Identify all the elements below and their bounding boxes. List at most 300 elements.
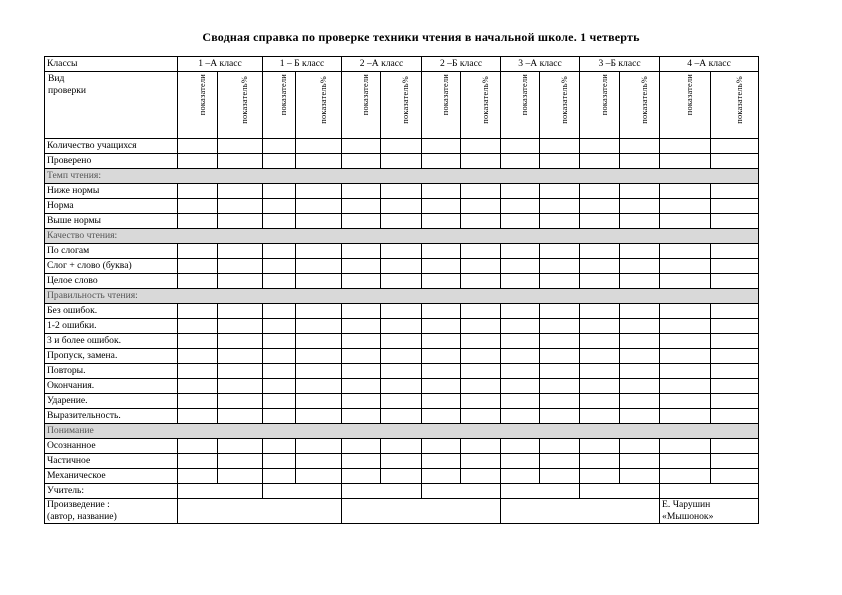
- value-cell[interactable]: [218, 274, 263, 289]
- value-cell[interactable]: [711, 349, 759, 364]
- value-cell[interactable]: [381, 409, 422, 424]
- value-cell[interactable]: [620, 214, 660, 229]
- value-cell[interactable]: [501, 139, 540, 154]
- value-cell[interactable]: [501, 214, 540, 229]
- value-cell[interactable]: [540, 304, 580, 319]
- value-cell[interactable]: [178, 379, 218, 394]
- value-cell[interactable]: [580, 184, 620, 199]
- value-cell[interactable]: [422, 439, 461, 454]
- value-cell[interactable]: [620, 154, 660, 169]
- value-cell[interactable]: [381, 454, 422, 469]
- value-cell[interactable]: [461, 334, 501, 349]
- value-cell[interactable]: [711, 394, 759, 409]
- value-cell[interactable]: [422, 184, 461, 199]
- value-cell[interactable]: [461, 274, 501, 289]
- teacher-cell[interactable]: [501, 484, 580, 499]
- value-cell[interactable]: [461, 349, 501, 364]
- value-cell[interactable]: [218, 154, 263, 169]
- value-cell[interactable]: [660, 214, 711, 229]
- value-cell[interactable]: [711, 304, 759, 319]
- value-cell[interactable]: [501, 184, 540, 199]
- value-cell[interactable]: [711, 379, 759, 394]
- value-cell[interactable]: [422, 214, 461, 229]
- value-cell[interactable]: [461, 259, 501, 274]
- value-cell[interactable]: [540, 379, 580, 394]
- value-cell[interactable]: [422, 364, 461, 379]
- work-row: [45, 499, 759, 524]
- value-cell[interactable]: [178, 259, 218, 274]
- value-cell[interactable]: [540, 214, 580, 229]
- value-cell[interactable]: [461, 439, 501, 454]
- value-cell[interactable]: [580, 349, 620, 364]
- value-cell[interactable]: [422, 394, 461, 409]
- value-cell[interactable]: [620, 259, 660, 274]
- value-cell[interactable]: [501, 409, 540, 424]
- work-label-line1: Произведение :: [47, 499, 110, 510]
- value-cell[interactable]: [620, 319, 660, 334]
- data-row: [45, 454, 759, 469]
- value-cell[interactable]: [218, 364, 263, 379]
- value-cell[interactable]: [381, 199, 422, 214]
- value-cell[interactable]: [620, 244, 660, 259]
- value-cell[interactable]: [540, 349, 580, 364]
- value-cell[interactable]: [422, 154, 461, 169]
- value-cell[interactable]: [620, 334, 660, 349]
- value-cell[interactable]: [296, 154, 342, 169]
- value-cell[interactable]: [660, 409, 711, 424]
- value-cell[interactable]: [342, 184, 381, 199]
- value-cell[interactable]: [501, 439, 540, 454]
- value-cell[interactable]: [660, 364, 711, 379]
- value-cell[interactable]: [342, 394, 381, 409]
- value-cell[interactable]: [263, 274, 296, 289]
- value-cell[interactable]: [501, 244, 540, 259]
- row-label: Частичное: [45, 454, 178, 469]
- value-cell[interactable]: [381, 214, 422, 229]
- value-cell[interactable]: [711, 139, 759, 154]
- value-cell[interactable]: [711, 184, 759, 199]
- value-cell[interactable]: [620, 199, 660, 214]
- value-cell[interactable]: [660, 274, 711, 289]
- value-cell[interactable]: [218, 409, 263, 424]
- value-cell[interactable]: [540, 154, 580, 169]
- value-cell[interactable]: [660, 244, 711, 259]
- value-cell[interactable]: [461, 319, 501, 334]
- row-label: Выше нормы: [45, 214, 178, 229]
- work-cell-grade1[interactable]: [178, 499, 342, 524]
- value-cell[interactable]: [381, 154, 422, 169]
- value-cell[interactable]: [660, 394, 711, 409]
- value-cell[interactable]: [501, 394, 540, 409]
- value-cell[interactable]: [263, 214, 296, 229]
- value-cell[interactable]: [660, 349, 711, 364]
- value-cell[interactable]: [461, 244, 501, 259]
- value-cell[interactable]: [178, 199, 218, 214]
- value-cell[interactable]: [540, 334, 580, 349]
- value-cell[interactable]: [461, 454, 501, 469]
- value-cell[interactable]: [342, 364, 381, 379]
- value-cell[interactable]: [263, 244, 296, 259]
- section-row: [45, 229, 759, 244]
- subcolumn-header: [263, 72, 296, 139]
- value-cell[interactable]: [218, 319, 263, 334]
- value-cell[interactable]: [660, 259, 711, 274]
- value-cell[interactable]: [540, 244, 580, 259]
- value-cell[interactable]: [296, 469, 342, 484]
- value-cell[interactable]: [263, 199, 296, 214]
- value-cell[interactable]: [381, 259, 422, 274]
- value-cell[interactable]: [501, 274, 540, 289]
- value-cell[interactable]: [580, 244, 620, 259]
- value-cell[interactable]: [580, 469, 620, 484]
- value-cell[interactable]: [381, 349, 422, 364]
- value-cell[interactable]: [218, 214, 263, 229]
- value-cell[interactable]: [178, 139, 218, 154]
- value-cell[interactable]: [580, 259, 620, 274]
- row-label: Пропуск, замена.: [45, 349, 178, 364]
- value-cell[interactable]: [540, 319, 580, 334]
- value-cell[interactable]: [296, 364, 342, 379]
- value-cell[interactable]: [711, 334, 759, 349]
- value-cell[interactable]: [660, 379, 711, 394]
- value-cell[interactable]: [422, 244, 461, 259]
- value-cell[interactable]: [461, 379, 501, 394]
- value-cell[interactable]: [580, 139, 620, 154]
- value-cell[interactable]: [178, 349, 218, 364]
- teacher-cell[interactable]: [580, 484, 660, 499]
- value-cell[interactable]: [580, 439, 620, 454]
- value-cell[interactable]: [461, 304, 501, 319]
- value-cell[interactable]: [263, 154, 296, 169]
- value-cell[interactable]: [422, 139, 461, 154]
- value-cell[interactable]: [296, 334, 342, 349]
- value-cell[interactable]: [178, 244, 218, 259]
- value-cell[interactable]: [660, 319, 711, 334]
- value-cell[interactable]: [501, 304, 540, 319]
- value-cell[interactable]: [540, 259, 580, 274]
- value-cell[interactable]: [711, 244, 759, 259]
- value-cell[interactable]: [296, 304, 342, 319]
- value-cell[interactable]: [178, 454, 218, 469]
- value-cell[interactable]: [422, 199, 461, 214]
- value-cell[interactable]: [263, 409, 296, 424]
- value-cell[interactable]: [620, 184, 660, 199]
- value-cell[interactable]: [422, 469, 461, 484]
- value-cell[interactable]: [178, 154, 218, 169]
- value-cell[interactable]: [178, 319, 218, 334]
- value-cell[interactable]: [660, 139, 711, 154]
- value-cell[interactable]: [711, 199, 759, 214]
- value-cell[interactable]: [620, 349, 660, 364]
- value-cell[interactable]: [660, 199, 711, 214]
- value-cell[interactable]: [263, 334, 296, 349]
- work-cell-grade2[interactable]: [342, 499, 501, 524]
- value-cell[interactable]: [178, 409, 218, 424]
- teacher-cell[interactable]: [660, 484, 759, 499]
- value-cell[interactable]: [381, 184, 422, 199]
- value-cell[interactable]: [461, 469, 501, 484]
- value-cell[interactable]: [580, 199, 620, 214]
- value-cell[interactable]: [178, 304, 218, 319]
- value-cell[interactable]: [580, 394, 620, 409]
- value-cell[interactable]: [580, 409, 620, 424]
- value-cell[interactable]: [711, 439, 759, 454]
- value-cell[interactable]: [501, 154, 540, 169]
- value-cell[interactable]: [660, 439, 711, 454]
- value-cell[interactable]: [178, 439, 218, 454]
- value-cell[interactable]: [461, 364, 501, 379]
- value-cell[interactable]: [501, 334, 540, 349]
- value-cell[interactable]: [381, 334, 422, 349]
- teacher-cell[interactable]: [422, 484, 501, 499]
- value-cell[interactable]: [540, 469, 580, 484]
- value-cell[interactable]: [501, 259, 540, 274]
- value-cell[interactable]: [342, 154, 381, 169]
- value-cell[interactable]: [263, 139, 296, 154]
- value-cell[interactable]: [540, 139, 580, 154]
- value-cell[interactable]: [620, 139, 660, 154]
- value-cell[interactable]: [342, 409, 381, 424]
- value-cell[interactable]: [381, 304, 422, 319]
- value-cell[interactable]: [296, 274, 342, 289]
- teacher-cell[interactable]: [178, 484, 263, 499]
- value-cell[interactable]: [218, 469, 263, 484]
- class-column-header: 4 –А класс: [660, 57, 759, 72]
- value-cell[interactable]: [342, 379, 381, 394]
- value-cell[interactable]: [461, 199, 501, 214]
- value-cell[interactable]: [263, 304, 296, 319]
- value-cell[interactable]: [342, 139, 381, 154]
- value-cell[interactable]: [540, 274, 580, 289]
- value-cell[interactable]: [342, 349, 381, 364]
- value-cell[interactable]: [296, 214, 342, 229]
- value-cell[interactable]: [422, 454, 461, 469]
- value-cell[interactable]: [711, 409, 759, 424]
- value-cell[interactable]: [381, 244, 422, 259]
- value-cell[interactable]: [218, 244, 263, 259]
- value-cell[interactable]: [580, 364, 620, 379]
- value-cell[interactable]: [263, 184, 296, 199]
- value-cell[interactable]: [218, 454, 263, 469]
- work-cell-grade3[interactable]: [501, 499, 660, 524]
- value-cell[interactable]: [296, 244, 342, 259]
- value-cell[interactable]: [620, 379, 660, 394]
- value-cell[interactable]: [580, 379, 620, 394]
- value-cell[interactable]: [342, 469, 381, 484]
- subcolumn-label-percent: показатель%: [240, 76, 249, 124]
- value-cell[interactable]: [660, 304, 711, 319]
- value-cell[interactable]: [620, 364, 660, 379]
- value-cell[interactable]: [711, 469, 759, 484]
- value-cell[interactable]: [381, 364, 422, 379]
- row-label: Слог + слово (буква): [45, 259, 178, 274]
- value-cell[interactable]: [218, 199, 263, 214]
- value-cell[interactable]: [711, 454, 759, 469]
- value-cell[interactable]: [218, 184, 263, 199]
- value-cell[interactable]: [296, 439, 342, 454]
- teacher-cell[interactable]: [263, 484, 342, 499]
- value-cell[interactable]: [381, 439, 422, 454]
- value-cell[interactable]: [422, 334, 461, 349]
- value-cell[interactable]: [178, 214, 218, 229]
- value-cell[interactable]: [381, 379, 422, 394]
- value-cell[interactable]: [342, 454, 381, 469]
- value-cell[interactable]: [461, 409, 501, 424]
- value-cell[interactable]: [263, 394, 296, 409]
- class-column-header: 2 –А класс: [342, 57, 422, 72]
- value-cell[interactable]: [620, 469, 660, 484]
- value-cell[interactable]: [501, 469, 540, 484]
- value-cell[interactable]: [540, 199, 580, 214]
- value-cell[interactable]: [660, 469, 711, 484]
- value-cell[interactable]: [461, 184, 501, 199]
- value-cell[interactable]: [296, 199, 342, 214]
- value-cell[interactable]: [461, 154, 501, 169]
- value-cell[interactable]: [296, 454, 342, 469]
- value-cell[interactable]: [461, 394, 501, 409]
- value-cell[interactable]: [342, 214, 381, 229]
- value-cell[interactable]: [381, 274, 422, 289]
- value-cell[interactable]: [178, 469, 218, 484]
- value-cell[interactable]: [296, 319, 342, 334]
- value-cell[interactable]: [218, 394, 263, 409]
- value-cell[interactable]: [422, 349, 461, 364]
- value-cell[interactable]: [660, 154, 711, 169]
- value-cell[interactable]: [501, 199, 540, 214]
- value-cell[interactable]: [540, 184, 580, 199]
- value-cell[interactable]: [296, 349, 342, 364]
- value-cell[interactable]: [620, 304, 660, 319]
- value-cell[interactable]: [540, 439, 580, 454]
- value-cell[interactable]: [381, 469, 422, 484]
- class-column-header: 3 –А класс: [501, 57, 580, 72]
- value-cell[interactable]: [540, 394, 580, 409]
- value-cell[interactable]: [218, 379, 263, 394]
- value-cell[interactable]: [178, 274, 218, 289]
- value-cell[interactable]: [501, 349, 540, 364]
- value-cell[interactable]: [711, 154, 759, 169]
- value-cell[interactable]: [711, 274, 759, 289]
- data-row: [45, 259, 759, 274]
- value-cell[interactable]: [296, 139, 342, 154]
- value-cell[interactable]: [711, 259, 759, 274]
- teacher-cell[interactable]: [342, 484, 422, 499]
- value-cell[interactable]: [263, 349, 296, 364]
- value-cell[interactable]: [501, 364, 540, 379]
- value-cell[interactable]: [296, 379, 342, 394]
- value-cell[interactable]: [381, 319, 422, 334]
- value-cell[interactable]: [540, 364, 580, 379]
- value-cell[interactable]: [580, 304, 620, 319]
- value-cell[interactable]: [296, 259, 342, 274]
- value-cell[interactable]: [501, 454, 540, 469]
- value-cell[interactable]: [263, 439, 296, 454]
- value-cell[interactable]: [178, 394, 218, 409]
- value-cell[interactable]: [422, 259, 461, 274]
- value-cell[interactable]: [218, 334, 263, 349]
- value-cell[interactable]: [263, 469, 296, 484]
- value-cell[interactable]: [263, 379, 296, 394]
- value-cell[interactable]: [263, 364, 296, 379]
- value-cell[interactable]: [711, 319, 759, 334]
- value-cell[interactable]: [540, 409, 580, 424]
- value-cell[interactable]: [620, 274, 660, 289]
- data-row: [45, 139, 759, 154]
- value-cell[interactable]: [422, 379, 461, 394]
- value-cell[interactable]: [422, 274, 461, 289]
- value-cell[interactable]: [381, 394, 422, 409]
- value-cell[interactable]: [620, 409, 660, 424]
- value-cell[interactable]: [580, 274, 620, 289]
- value-cell[interactable]: [660, 334, 711, 349]
- value-cell[interactable]: [342, 304, 381, 319]
- value-cell[interactable]: [342, 319, 381, 334]
- value-cell[interactable]: [218, 259, 263, 274]
- subcolumn-label-percent: показатель%: [734, 76, 744, 124]
- value-cell[interactable]: [580, 334, 620, 349]
- value-cell[interactable]: [218, 304, 263, 319]
- value-cell[interactable]: [296, 394, 342, 409]
- value-cell[interactable]: [660, 184, 711, 199]
- value-cell[interactable]: [342, 244, 381, 259]
- value-cell[interactable]: [711, 364, 759, 379]
- value-cell[interactable]: [342, 334, 381, 349]
- value-cell[interactable]: [422, 319, 461, 334]
- data-row: [45, 349, 759, 364]
- value-cell[interactable]: [342, 274, 381, 289]
- value-cell[interactable]: [501, 319, 540, 334]
- value-cell[interactable]: [422, 304, 461, 319]
- value-cell[interactable]: [296, 409, 342, 424]
- value-cell[interactable]: [540, 454, 580, 469]
- value-cell[interactable]: [263, 454, 296, 469]
- value-cell[interactable]: [422, 409, 461, 424]
- subcolumn-label-count: показатели: [685, 74, 695, 116]
- value-cell[interactable]: [342, 199, 381, 214]
- value-cell[interactable]: [711, 214, 759, 229]
- value-cell[interactable]: [342, 259, 381, 274]
- value-cell[interactable]: [263, 319, 296, 334]
- value-cell[interactable]: [580, 154, 620, 169]
- value-cell[interactable]: [660, 454, 711, 469]
- value-cell[interactable]: [218, 439, 263, 454]
- value-cell[interactable]: [218, 349, 263, 364]
- value-cell[interactable]: [178, 364, 218, 379]
- value-cell[interactable]: [580, 454, 620, 469]
- value-cell[interactable]: [620, 439, 660, 454]
- section-label: Темп чтения:: [45, 169, 759, 184]
- value-cell[interactable]: [263, 259, 296, 274]
- value-cell[interactable]: [296, 184, 342, 199]
- value-cell[interactable]: [580, 319, 620, 334]
- value-cell[interactable]: [620, 454, 660, 469]
- value-cell[interactable]: [342, 439, 381, 454]
- value-cell[interactable]: [620, 394, 660, 409]
- value-cell[interactable]: [178, 334, 218, 349]
- value-cell[interactable]: [381, 139, 422, 154]
- value-cell[interactable]: [461, 214, 501, 229]
- value-cell[interactable]: [501, 379, 540, 394]
- value-cell[interactable]: [461, 139, 501, 154]
- class-column-header: 1 – Б класс: [263, 57, 342, 72]
- row-label: Проверено: [45, 154, 178, 169]
- value-cell[interactable]: [178, 184, 218, 199]
- value-cell[interactable]: [218, 139, 263, 154]
- work-cell-grade4[interactable]: [660, 499, 759, 524]
- work-name: «Мышонок»: [662, 511, 714, 522]
- value-cell[interactable]: [580, 214, 620, 229]
- subcolumn-label-count: показатели: [279, 74, 289, 116]
